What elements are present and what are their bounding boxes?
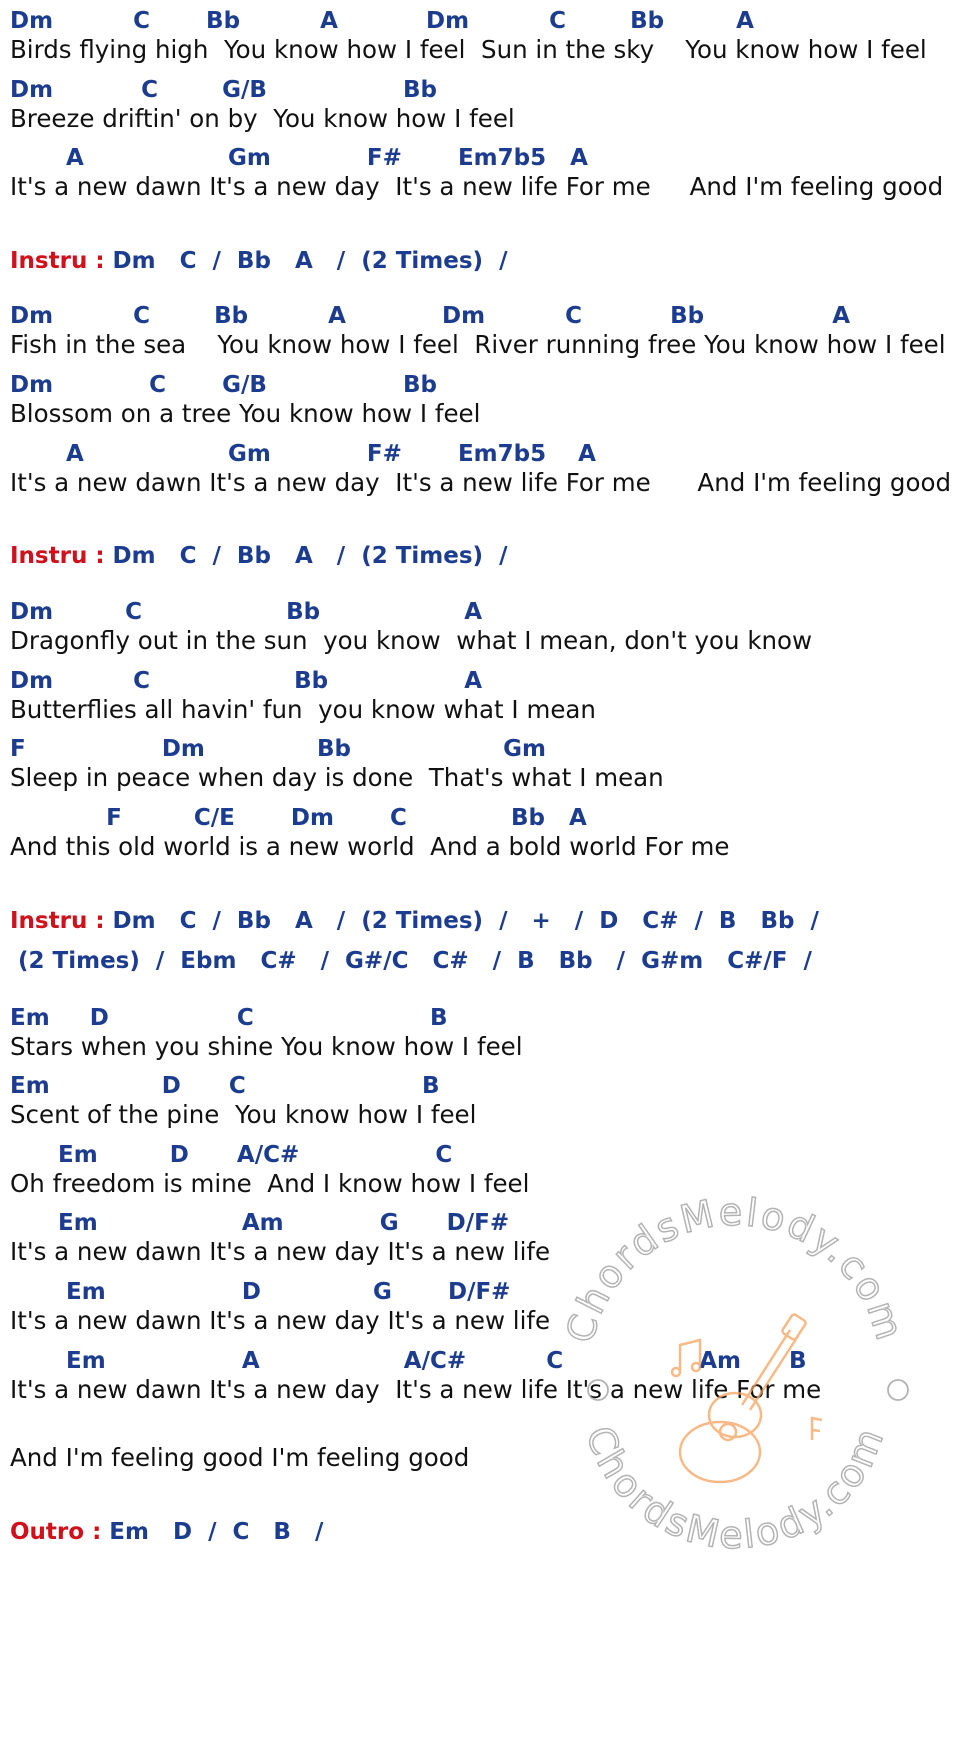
- lyric-line: Butterflies all havin' fun you know what I mean: [10, 695, 596, 724]
- lyric-line: And I'm feeling good I'm feeling good: [10, 1443, 470, 1472]
- lyric-line: Blossom on a tree You know how I feel: [10, 399, 481, 428]
- chord-line: Dm C Bb A Dm C Bb A: [10, 303, 851, 329]
- chord-line: Dm C Bb A Dm C Bb A: [10, 8, 754, 34]
- chord-line: A Gm F# Em7b5 A: [10, 441, 596, 467]
- lyric-line: Sleep in peace when day is done That's what I mean: [10, 763, 664, 792]
- chord-line: Em Am G D/F#: [10, 1210, 510, 1236]
- chord-line: Dm C Bb A: [10, 599, 483, 625]
- chord-line: Em A A/C# C Am B: [10, 1348, 807, 1374]
- section-label: Outro :: [10, 1519, 110, 1545]
- instrumental-line: [10, 250, 507, 273]
- section-label: Instru :: [10, 248, 113, 274]
- watermark-text-bottom: ChordsMelody.com: [577, 1419, 894, 1558]
- lyric-line: Stars when you shine You know how I feel: [10, 1032, 523, 1061]
- instrumental-line: [10, 910, 819, 933]
- lyric-line: Fish in the sea You know how I feel River running free You know how I feel: [10, 330, 946, 359]
- lyric-line: Breeze driftin' on by You know how I feel: [10, 104, 515, 133]
- chord-line: F Dm Bb Gm: [10, 736, 546, 762]
- watermark-text-top: ChordsMelody.com: [557, 1189, 913, 1348]
- section-label: Instru :: [10, 543, 113, 569]
- chord-line: Em D C B: [10, 1073, 440, 1099]
- chord-line: A Gm F# Em7b5 A: [10, 145, 588, 171]
- lyric-line: It's a new dawn It's a new day It's a new life: [10, 1237, 551, 1266]
- chord-line: F C/E Dm C Bb A: [10, 805, 587, 831]
- lyric-line: It's a new dawn It's a new day It's a new life For me And I'm feeling good: [10, 468, 952, 497]
- lyric-line: It's a new dawn It's a new day It's a new life It's a new life For me: [10, 1375, 822, 1404]
- section-label: Instru :: [10, 908, 113, 934]
- instrumental-chords: (2 Times) / Ebm C# / G#/C C# / B Bb / G#m C#/F /: [10, 948, 812, 974]
- instrumental-chords: Dm C / Bb A / (2 Times) /: [112, 248, 508, 274]
- outro-line: [10, 1521, 323, 1544]
- chord-line: Em D G D/F#: [10, 1279, 511, 1305]
- instrumental-chords: Dm C / Bb A / (2 Times) / + / D C# / B Bb /: [112, 908, 819, 934]
- lyric-line: And this old world is a new world And a bold world For me: [10, 832, 730, 861]
- lyric-line: Oh freedom is mine And I know how I feel: [10, 1169, 530, 1198]
- lyric-line: Scent of the pine You know how I feel: [10, 1100, 477, 1129]
- lyric-line: Birds flying high You know how I feel Sun in the sky You know how I feel: [10, 35, 927, 64]
- chord-line: Em D A/C# C: [10, 1142, 453, 1168]
- lyric-line: Dragonfly out in the sun you know what I mean, don't you know: [10, 626, 813, 655]
- outro-chords: Em D / C B /: [109, 1519, 324, 1545]
- lyric-line: It's a new dawn It's a new day It's a new life For me And I'm feeling good: [10, 172, 944, 201]
- instrumental-line: [10, 545, 507, 568]
- chord-line: Dm C G/B Bb: [10, 77, 438, 103]
- chord-line: Dm C G/B Bb: [10, 372, 438, 398]
- chord-line: Dm C Bb A: [10, 668, 483, 694]
- instrumental-chords: Dm C / Bb A / (2 Times) /: [112, 543, 508, 569]
- lyric-line: It's a new dawn It's a new day It's a new life: [10, 1306, 551, 1335]
- chord-line: Em D C B: [10, 1005, 448, 1031]
- instrumental-line-continued: [10, 950, 812, 973]
